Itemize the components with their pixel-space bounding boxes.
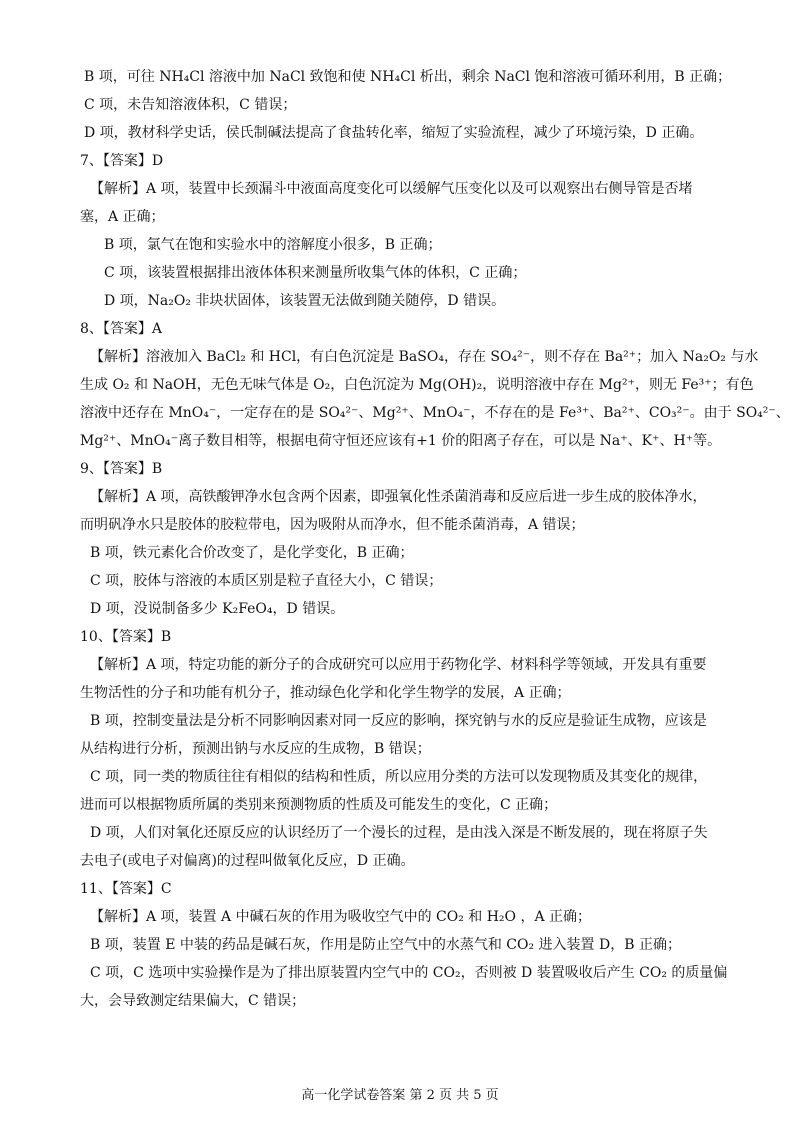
text-line: B 项，铁元素化合价改变了，是化学变化，B 正确； <box>90 545 414 561</box>
text-line: C 项，未告知溶液体积，C 错误； <box>84 97 297 113</box>
text-line: 进而可以根据物质所属的类别来预测物质的性质及可能发生的变化，C 正确； <box>80 797 558 813</box>
text-line: 溶液中还存在 MnO₄⁻，一定存在的是 SO₄²⁻、Mg²⁺、MnO₄⁻，不存在的是 Fe³⁺、Ba²⁺、CO₃²⁻。由于 SO₄²⁻、 <box>80 405 790 421</box>
text-line: 【解析】A 项，高铁酸钾净水包含两个因素，即强氧化性杀菌消毒和反应后进一步生成的胶体净水， <box>90 489 707 505</box>
text-line: D 项，教材科学史话，侯氏制碱法提高了食盐转化率，缩短了实验流程，减少了环境污染，D 正确。 <box>84 125 704 141</box>
text-line: 生物活性的分子和功能有机分子，推动绿色化学和化学生物学的发展，A 正确； <box>80 685 571 701</box>
question-answer-heading: 11、【答案】C <box>80 881 172 897</box>
text-line: 【解析】溶液加入 BaCl₂ 和 HCl，有白色沉淀是 BaSO₄，存在 SO₄²⁻，则不存在 Ba²⁺；加入 Na₂O₂ 与水 <box>90 349 759 365</box>
question-answer-heading: 7、【答案】D <box>80 153 164 169</box>
text-line: D 项，没说制备多少 K₂FeO₄，D 错误。 <box>90 601 345 617</box>
question-answer-heading: 8、【答案】A <box>80 321 163 337</box>
text-line: 从结构进行分析，预测出钠与水反应的生成物，B 错误； <box>80 741 431 757</box>
text-line: 去电子(或电子对偏离)的过程叫做氧化反应，D 正确。 <box>80 853 415 869</box>
text-line: 塞，A 正确； <box>80 209 165 225</box>
question-answer-heading: 10、【答案】B <box>80 629 172 645</box>
text-line: B 项，装置 E 中装的药品是碱石灰，作用是防止空气中的水蒸气和 CO₂ 进入装置 D，B 正确； <box>90 937 681 953</box>
question-answer-heading: 9、【答案】B <box>80 461 163 477</box>
text-line: 【解析】A 项，特定功能的新分子的合成研究可以应用于药物化学、材料科学等领域，开发具有重要 <box>90 657 707 673</box>
text-line: 生成 O₂ 和 NaOH，无色无味气体是 O₂，白色沉淀为 Mg(OH)₂，说明溶液中存在 Mg²⁺，则无 Fe³⁺；有色 <box>80 377 754 393</box>
text-line: C 项，同一类的物质往往有相似的结构和性质，所以应用分类的方法可以发现物质及其变化的规律， <box>90 769 708 785</box>
document-body <box>80 63 790 1015</box>
text-line: 【解析】A 项，装置 A 中碱石灰的作用为吸收空气中的 CO₂ 和 H₂O ，A 正确； <box>90 909 592 925</box>
text-line: 而明矾净水只是胶体的胶粒带电，因为吸附从而净水，但不能杀菌消毒，A 错误； <box>80 517 585 533</box>
text-line: C 项，C 选项中实验操作是为了排出原装置内空气中的 CO₂，否则被 D 装置吸收后产生 CO₂ 的质量偏 <box>90 965 728 981</box>
text-line: C 项，该装置根据排出液体体积来测量所收集气体的体积，C 正确； <box>104 265 527 281</box>
page-footer: 高一化学试卷答案 第 2 页 共 5 页 <box>301 1088 499 1103</box>
text-line: B 项，控制变量法是分析不同影响因素对同一反应的影响，探究钠与水的反应是验证生成物，应该是 <box>90 713 707 729</box>
text-line: C 项，胶体与溶液的本质区别是粒子直径大小，C 错误； <box>90 573 443 589</box>
text-line: B 项，可往 NH₄Cl 溶液中加 NaCl 致饱和使 NH₄Cl 析出，剩余 NaCl 饱和溶液可循环利用，B 正确； <box>84 69 732 85</box>
text-line: 【解析】A 项，装置中长颈漏斗中液面高度变化可以缓解气压变化以及可以观察出右侧导管是否堵 <box>90 181 693 197</box>
text-line: D 项，Na₂O₂ 非块状固体，该装置无法做到随关随停，D 错误。 <box>104 293 506 309</box>
text-line: D 项，人们对氧化还原反应的认识经历了一个漫长的过程，是由浅入深是不断发展的，现在将原子失 <box>90 825 708 841</box>
text-line: Mg²⁺、MnO₄⁻离子数目相等，根据电荷守恒还应该有+1 价的阳离子存在，可以是 Na⁺、K⁺、H⁺等。 <box>80 433 722 449</box>
text-line: B 项，氯气在饱和实验水中的溶解度小很多，B 正确； <box>104 237 442 253</box>
text-line: 大，会导致测定结果偏大，C 错误； <box>80 993 306 1009</box>
